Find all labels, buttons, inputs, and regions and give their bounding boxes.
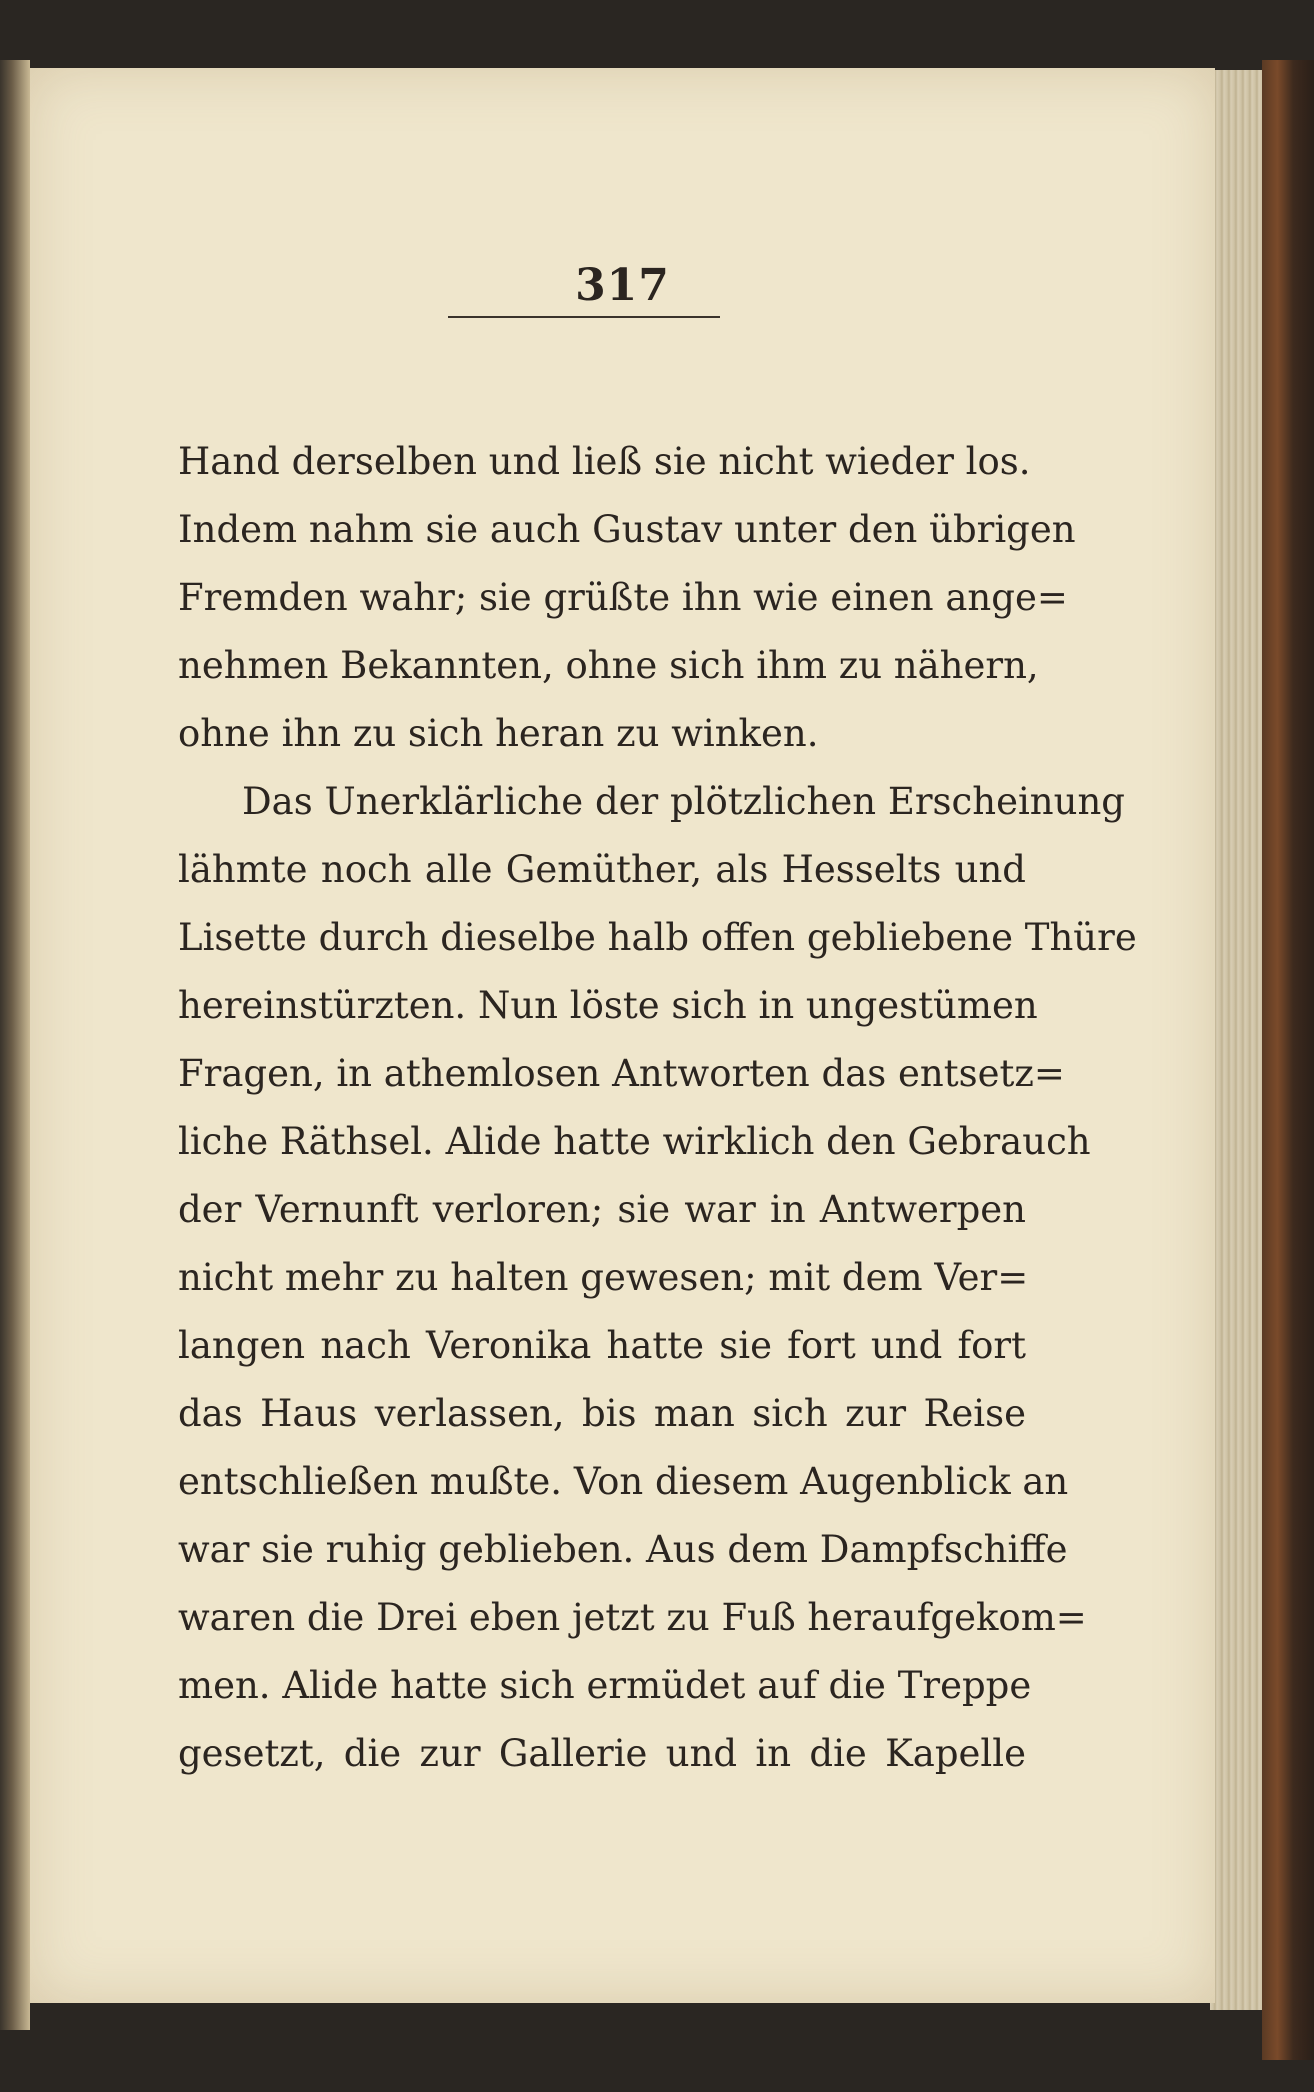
text-line: langen nach Veronika hatte sie fort und fort	[178, 1324, 1026, 1367]
body-text	[178, 428, 1137, 1788]
text-line: gesetzt, die zur Gallerie und in die Kapelle	[178, 1732, 1026, 1775]
book-cover-edge	[1262, 60, 1314, 2060]
text-line: Hand derselben und ließ sie nicht wieder los.	[178, 440, 1031, 483]
text-line: Indem nahm sie auch Gustav unter den übrigen	[178, 508, 1076, 551]
previous-page-edge	[0, 60, 30, 2030]
text-line: Fremden wahr; sie grüßte ihn wie einen ange=	[178, 576, 1068, 619]
text-line: men. Alide hatte sich ermüdet auf die Treppe	[178, 1664, 1032, 1707]
text-line: hereinstürzten. Nun löste sich in ungestümen	[178, 984, 1038, 1027]
text-line: lähmte noch alle Gemüther, als Hesselts und	[178, 848, 1026, 891]
text-line: Lisette durch dieselbe halb offen gebliebene Thüre	[178, 916, 1137, 959]
text-line: war sie ruhig geblieben. Aus dem Dampfschiffe	[178, 1528, 1068, 1571]
text-line: der Vernunft verloren; sie war in Antwerpen	[178, 1188, 1026, 1231]
text-line: Fragen, in athemlosen Antworten das entsetz=	[178, 1052, 1065, 1095]
text-line: nehmen Bekannten, ohne sich ihm zu nähern,	[178, 644, 1039, 687]
text-line: liche Räthsel. Alide hatte wirklich den Gebrauch	[178, 1120, 1091, 1163]
header-rule	[448, 316, 720, 318]
page-sheet	[30, 68, 1215, 2003]
page-stack-edge	[1210, 70, 1270, 2010]
text-line: entschließen mußte. Von diesem Augenblick an	[178, 1460, 1069, 1503]
page-number: 317	[575, 260, 670, 311]
text-line: waren die Drei eben jetzt zu Fuß heraufgekom=	[178, 1596, 1087, 1639]
text-line: nicht mehr zu halten gewesen; mit dem Ver=	[178, 1256, 1029, 1299]
text-line: Das Unerklärliche der plötzlichen Erscheinung	[242, 780, 1125, 823]
text-line: das Haus verlassen, bis man sich zur Reise	[178, 1392, 1026, 1435]
text-line: ohne ihn zu sich heran zu winken.	[178, 712, 819, 755]
